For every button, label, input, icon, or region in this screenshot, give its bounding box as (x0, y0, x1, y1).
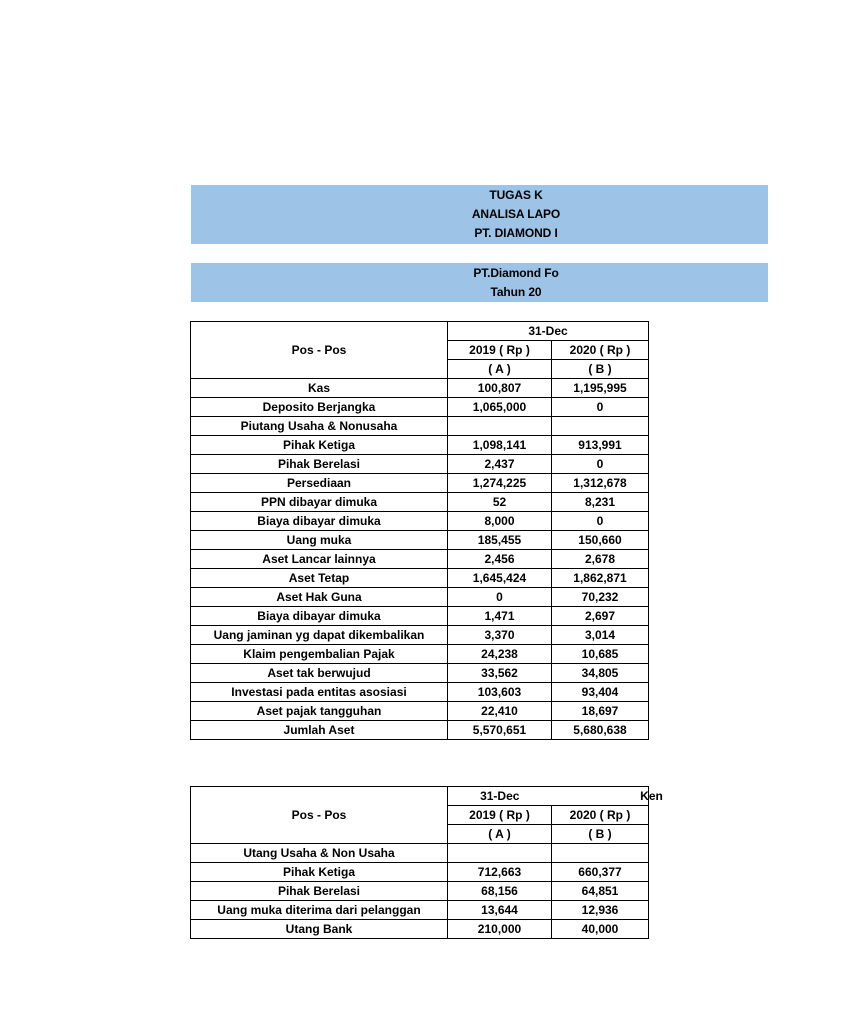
row-label: Biaya dibayar dimuka (191, 607, 448, 626)
col-a-subheader: ( A ) (448, 360, 552, 379)
value-2019: 210,000 (448, 920, 552, 939)
row-label: Persediaan (191, 474, 448, 493)
value-2019: 1,471 (448, 607, 552, 626)
value-2019: 2,437 (448, 455, 552, 474)
value-2020: 8,231 (552, 493, 649, 512)
value-2020: 1,862,871 (552, 569, 649, 588)
period-header: 31-Dec (448, 787, 552, 806)
row-label: PPN dibayar dimuka (191, 493, 448, 512)
value-2020: 1,312,678 (552, 474, 649, 493)
value-2020: 660,377 (552, 863, 649, 882)
banner-title-line-2: ANALISA LAPO (471, 207, 561, 221)
value-2020 (552, 844, 649, 863)
value-2019: 68,156 (448, 882, 552, 901)
value-2020: 93,404 (552, 683, 649, 702)
table-row (191, 493, 649, 512)
row-label: Pihak Ketiga (191, 863, 448, 882)
row-label: Aset Lancar lainnya (191, 550, 448, 569)
truncated-column-header-text: Ken (640, 789, 663, 803)
value-2019: 24,238 (448, 645, 552, 664)
table-row (191, 569, 649, 588)
value-2019: 5,570,651 (448, 721, 552, 740)
liabilities-table (190, 786, 663, 939)
value-2020: 40,000 (552, 920, 649, 939)
table-row (191, 379, 649, 398)
value-2020: 2,697 (552, 607, 649, 626)
truncated-column-header (552, 787, 663, 806)
value-2020: 18,697 (552, 702, 649, 721)
value-2020: 2,678 (552, 550, 649, 569)
table-row (191, 882, 649, 901)
period-header: 31-Dec (448, 322, 649, 341)
table-row (191, 645, 649, 664)
value-2020: 34,805 (552, 664, 649, 683)
col-b-subheader: ( B ) (552, 360, 649, 379)
table-row (191, 901, 649, 920)
row-label: Aset pajak tangguhan (191, 702, 448, 721)
value-2019: 103,603 (448, 683, 552, 702)
value-2019: 1,274,225 (448, 474, 552, 493)
title-banner (191, 185, 768, 244)
value-2019: 1,645,424 (448, 569, 552, 588)
value-2020: 0 (552, 512, 649, 531)
row-label: Biaya dibayar dimuka (191, 512, 448, 531)
value-2019 (448, 844, 552, 863)
value-2019: 13,644 (448, 901, 552, 920)
value-2019: 0 (448, 588, 552, 607)
table-row (191, 920, 649, 939)
value-2019: 52 (448, 493, 552, 512)
value-2019: 1,065,000 (448, 398, 552, 417)
row-label: Klaim pengembalian Pajak (191, 645, 448, 664)
value-2019: 3,370 (448, 626, 552, 645)
table-row (191, 626, 649, 645)
value-2019: 712,663 (448, 863, 552, 882)
col-2020-header: 2020 ( Rp ) (552, 341, 649, 360)
value-2020: 0 (552, 455, 649, 474)
table-row (191, 474, 649, 493)
assets-table (190, 321, 649, 740)
row-label: Pihak Berelasi (191, 882, 448, 901)
pos-header: Pos - Pos (191, 787, 448, 844)
table-row (191, 417, 649, 436)
col-2019-header: 2019 ( Rp ) (448, 341, 552, 360)
value-2019: 1,098,141 (448, 436, 552, 455)
value-2020: 10,685 (552, 645, 649, 664)
row-label: Uang muka (191, 531, 448, 550)
value-2020: 0 (552, 398, 649, 417)
row-label: Utang Usaha & Non Usaha (191, 844, 448, 863)
value-2019: 8,000 (448, 512, 552, 531)
value-2020: 12,936 (552, 901, 649, 920)
row-label: Jumlah Aset (191, 721, 448, 740)
value-2020: 5,680,638 (552, 721, 649, 740)
value-2020: 64,851 (552, 882, 649, 901)
table-row (191, 588, 649, 607)
row-label: Utang Bank (191, 920, 448, 939)
value-2019: 22,410 (448, 702, 552, 721)
row-label: Aset Tetap (191, 569, 448, 588)
table-row (191, 664, 649, 683)
year-line: Tahun 20 (490, 285, 542, 299)
banner-title-line-3: PT. DIAMOND I (474, 226, 558, 240)
row-label: Uang jaminan yg dapat dikembalikan (191, 626, 448, 645)
value-2019: 2,456 (448, 550, 552, 569)
row-label: Aset tak berwujud (191, 664, 448, 683)
row-label: Aset Hak Guna (191, 588, 448, 607)
col-a-subheader: ( A ) (448, 825, 552, 844)
row-label: Piutang Usaha & Nonusaha (191, 417, 448, 436)
company-banner (191, 263, 768, 302)
table-row (191, 550, 649, 569)
table-row (191, 512, 649, 531)
value-2020: 913,991 (552, 436, 649, 455)
row-label: Uang muka diterima dari pelanggan (191, 901, 448, 920)
table-row (191, 844, 649, 863)
table-row (191, 863, 649, 882)
value-2020: 3,014 (552, 626, 649, 645)
col-b-subheader: ( B ) (552, 825, 649, 844)
value-2019: 100,807 (448, 379, 552, 398)
row-label: Pihak Berelasi (191, 455, 448, 474)
table-row (191, 398, 649, 417)
value-2019: 33,562 (448, 664, 552, 683)
col-2020-header: 2020 ( Rp ) (552, 806, 649, 825)
table-row (191, 607, 649, 626)
row-label: Investasi pada entitas asosiasi (191, 683, 448, 702)
banner-title-line-1: TUGAS K (489, 188, 543, 202)
value-2019 (448, 417, 552, 436)
table-row (191, 436, 649, 455)
col-2019-header: 2019 ( Rp ) (448, 806, 552, 825)
value-2020 (552, 417, 649, 436)
value-2020: 150,660 (552, 531, 649, 550)
value-2020: 1,195,995 (552, 379, 649, 398)
value-2020: 70,232 (552, 588, 649, 607)
row-label: Deposito Berjangka (191, 398, 448, 417)
table-row (191, 531, 649, 550)
company-name-line: PT.Diamond Fo (473, 266, 559, 280)
row-label: Kas (191, 379, 448, 398)
table-row (191, 721, 649, 740)
table-row (191, 702, 649, 721)
value-2019: 185,455 (448, 531, 552, 550)
pos-header: Pos - Pos (191, 322, 448, 379)
row-label: Pihak Ketiga (191, 436, 448, 455)
table-row (191, 455, 649, 474)
table-row (191, 683, 649, 702)
